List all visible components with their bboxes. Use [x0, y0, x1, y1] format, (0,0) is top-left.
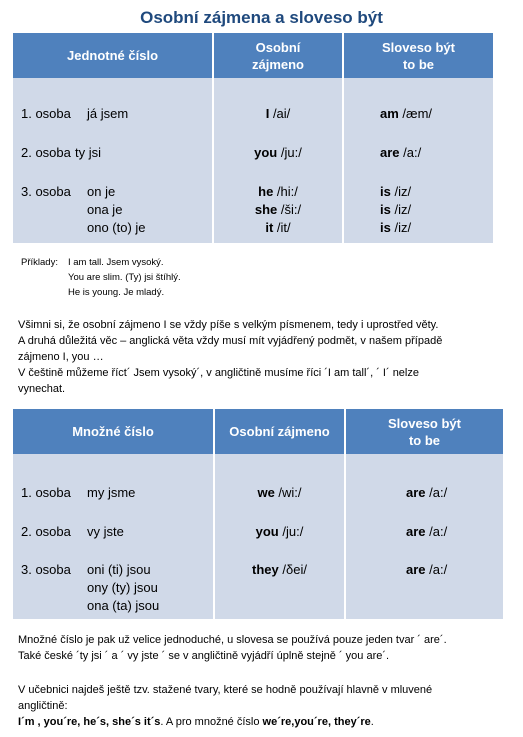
czech-form: ty jsi [75, 145, 101, 160]
person-label: 2. osoba [21, 145, 71, 160]
czech-form: ona (ta) jsou [87, 598, 160, 613]
person-label: 3. osoba [21, 562, 71, 577]
example-line: I am tall. Jsem vysoký. [68, 257, 164, 268]
pronoun-entry: she /ši:/ [254, 202, 302, 217]
pronoun-entry: I /ai/ [265, 106, 291, 121]
czech-form: my jsme [87, 485, 136, 500]
verb-entry: is /iz/ [380, 184, 412, 199]
pronoun-entry: he /hi:/ [258, 184, 298, 199]
header-plural: Množné číslo [13, 409, 214, 454]
pronoun-entry: you /ju:/ [254, 145, 302, 160]
verb-entry: is /iz/ [380, 220, 412, 235]
czech-form: ono (to) je [87, 220, 146, 235]
czech-form: oni (ti) jsou [87, 562, 151, 577]
header-pronoun: Osobní zájmeno [213, 33, 343, 78]
verb-entry: is /iz/ [380, 202, 412, 217]
example-line: You are slim. (Ty) jsi štíhlý. [68, 272, 181, 283]
pronoun-entry: we /wi:/ [257, 485, 302, 500]
plural-header-row [13, 409, 503, 454]
contractions-line: I´m , you´re, he´s, she´s it´s. A pro množné číslo we´re,you´re, they´re. [18, 716, 374, 728]
person-label: 3. osoba [21, 184, 71, 199]
page-title: Osobní zájmena a sloveso být [140, 8, 383, 27]
plural-body [13, 454, 503, 619]
pronoun-entry: you /ju:/ [255, 524, 304, 539]
singular-table [13, 33, 493, 243]
person-label: 1. osoba [21, 485, 71, 500]
example-line: He is young. Je mladý. [68, 287, 165, 298]
header-verb: Sloveso být to be [343, 33, 493, 78]
plural-table [13, 409, 503, 619]
czech-form: já jsem [87, 106, 129, 121]
verb-entry: am /æm/ [380, 106, 433, 121]
header-verb: Sloveso být to be [345, 409, 503, 454]
verb-entry: are /a:/ [406, 524, 448, 539]
note-paragraph: V učebnici najdeš ještě tzv. stažené tvary, které se hodně používají hlavně v mluvené angličtině: I´m , you´re, he´s, she´s it´s. A pro množné číslo we´re,you´re, they´re. [18, 682, 513, 730]
singular-header-row [13, 33, 493, 78]
verb-entry: are /a:/ [406, 562, 448, 577]
note-paragraph: Množné číslo je pak už velice jednoduché, u slovesa se používá pouze jeden tvar ´ are´. Také české ´ty jsi ´ a ´ vy jste ´ se v angličtině vyjádří úplně stejně ´ you are´. [18, 634, 447, 662]
verb-entry: are /a:/ [380, 145, 422, 160]
person-label: 1. osoba [21, 106, 71, 121]
czech-form: vy jste [87, 524, 124, 539]
person-label: 2. osoba [21, 524, 71, 539]
verb-entry: are /a:/ [406, 485, 448, 500]
czech-form: ony (ty) jsou [87, 580, 158, 595]
examples-label: Příklady: [21, 257, 58, 268]
header-singular: Jednotné číslo [13, 33, 213, 78]
singular-body [13, 78, 493, 243]
czech-form: ona je [87, 202, 123, 217]
pronoun-entry: they /δei/ [252, 562, 307, 577]
czech-form: on je [87, 184, 116, 199]
note-paragraph: Všimni si, že osobní zájmeno I se vždy píše s velkým písmenem, tedy i uprostřed věty. A druhá důležitá věc – anglická věta vždy musí mít vyjádřený podmět, v našem případě zájmeno I, you … V češtině můžeme říct´ Jsem vysoký´, v angličtině musíme říci ´I am tall´, ´ I´ nelze vynechat. [18, 319, 443, 395]
pronoun-entry: it /it/ [265, 220, 291, 235]
header-pronoun: Osobní zájmeno [214, 409, 345, 454]
